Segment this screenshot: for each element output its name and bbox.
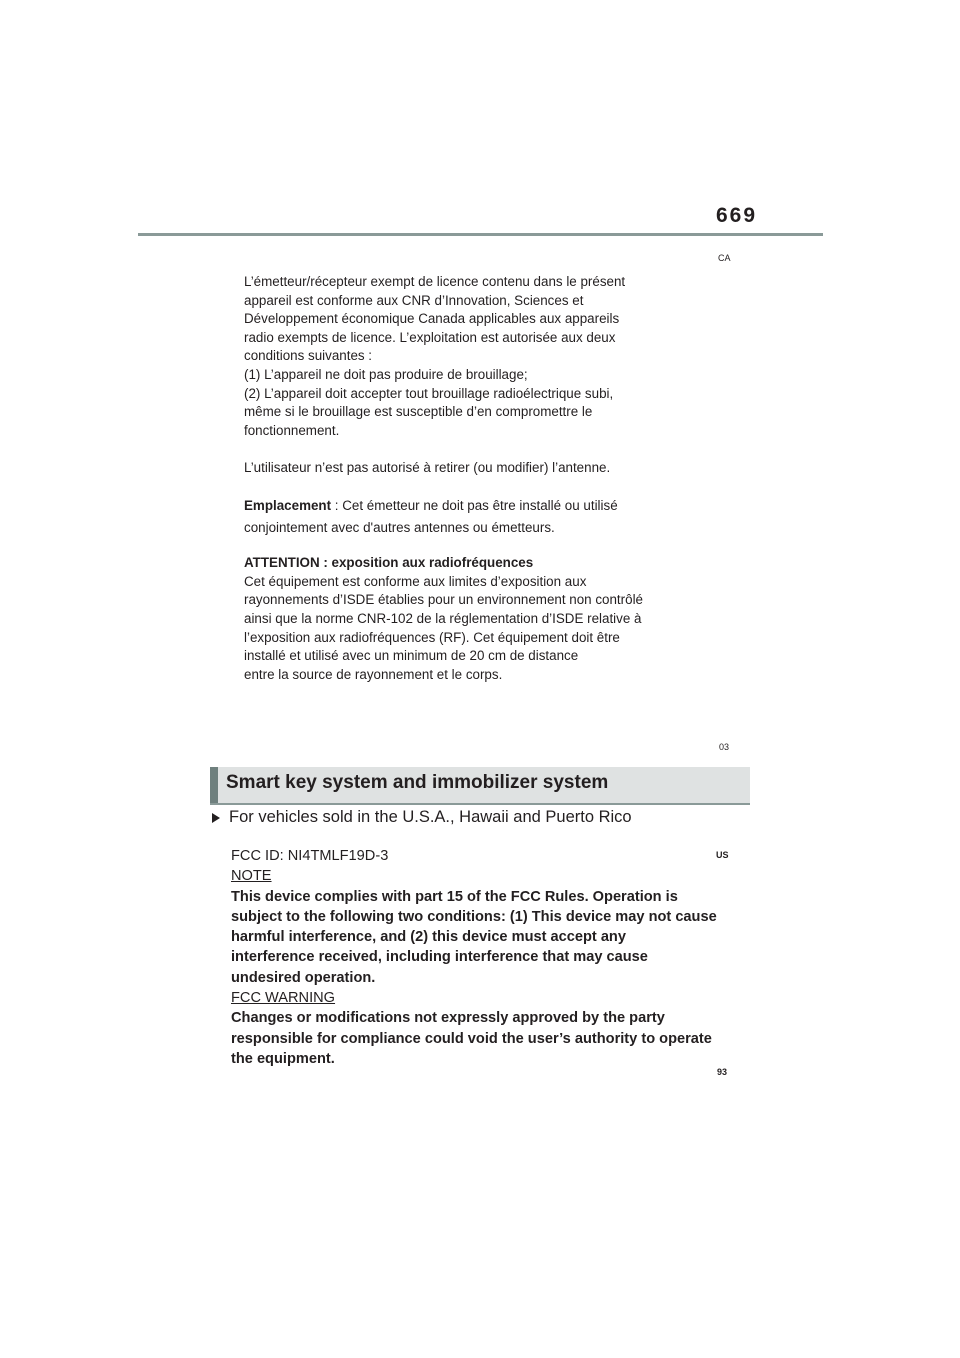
french-notice [244,273,704,684]
region-tag-us: US [716,850,729,860]
note-line: undesired operation. [231,969,376,986]
section-tag-03: 03 [719,742,730,752]
attention-line: Cet équipement est conforme aux limites d’exposition aux [244,573,587,589]
page-number: 669 [716,204,758,227]
emplacement-label: Emplacement [244,497,332,513]
warning-line: responsible for compliance could void the user’s authority to operate [231,1030,712,1047]
note-line: This device complies with part 15 of the FCC Rules. Operation is [231,888,678,905]
section-title: Smart key system and immobilizer system [226,772,609,793]
attention-line: l’exposition aux radiofréquences (RF). Cet équipement doit être [244,629,620,645]
header-rule [138,233,823,236]
french-line: même si le brouillage est susceptible d’en compromettre le [244,404,593,420]
french-line: conditions suivantes : [244,348,373,364]
attention-line: installé et utilisé avec un minimum de 20 cm de distance [244,648,579,664]
attention-line: rayonnements d’ISDE établies pour un environnement non contrôlé [244,592,643,608]
french-line: appareil est conforme aux CNR d’Innovation, Sciences et [244,292,584,308]
warning-line: Changes or modifications not expressly approved by the party [231,1010,665,1027]
french-line: (1) L’appareil ne doit pas produire de brouillage; [244,366,528,382]
section-accent [210,767,218,803]
note-label: NOTE [231,868,272,885]
warning-line: the equipment. [231,1050,335,1067]
antenna-line: L’utilisateur n’est pas autorisé à retirer (ou modifier) l’antenne. [244,460,611,476]
emplacement-line-2: conjointement avec d'autres antennes ou émetteurs. [244,519,555,535]
triangle-bullet-icon [212,813,220,823]
french-line: fonctionnement. [244,422,340,438]
note-line: harmful interference, and (2) this device must accept any [231,929,626,946]
bullet-text: For vehicles sold in the U.S.A., Hawaii and Puerto Rico [229,808,632,826]
french-line: radio exempts de licence. L’exploitation est autorisée aux deux [244,329,616,345]
section-heading-bar [210,767,750,805]
attention-heading [244,554,704,573]
emplacement-text: : Cet émetteur ne doit pas être installé ou utilisé [331,497,618,513]
bullet-item [212,808,632,827]
region-tag-ca: CA [718,253,731,263]
french-line: L’émetteur/récepteur exempt de licence contenu dans le présent [244,274,626,289]
warning-label: FCC WARNING [231,990,336,1007]
note-line: subject to the following two conditions: (1) This device may not cause [231,908,717,925]
attention-heading-text: ATTENTION : exposition aux radiofréquences [244,555,534,571]
section-tag-93: 93 [717,1067,728,1077]
emplacement-line [244,497,704,516]
french-line: Développement économique Canada applicables aux appareils [244,311,620,327]
fcc-id: FCC ID: NI4TMLF19D-3 [231,848,389,864]
fcc-notice [231,846,721,1069]
note-line: interference received, including interference that may cause [231,949,648,966]
attention-line: ainsi que la norme CNR-102 de la réglementation d’ISDE relative à [244,610,642,626]
attention-line: entre la source de rayonnement et le corps. [244,666,503,682]
french-line: (2) L’appareil doit accepter tout brouillage radioélectrique subi, [244,385,614,401]
